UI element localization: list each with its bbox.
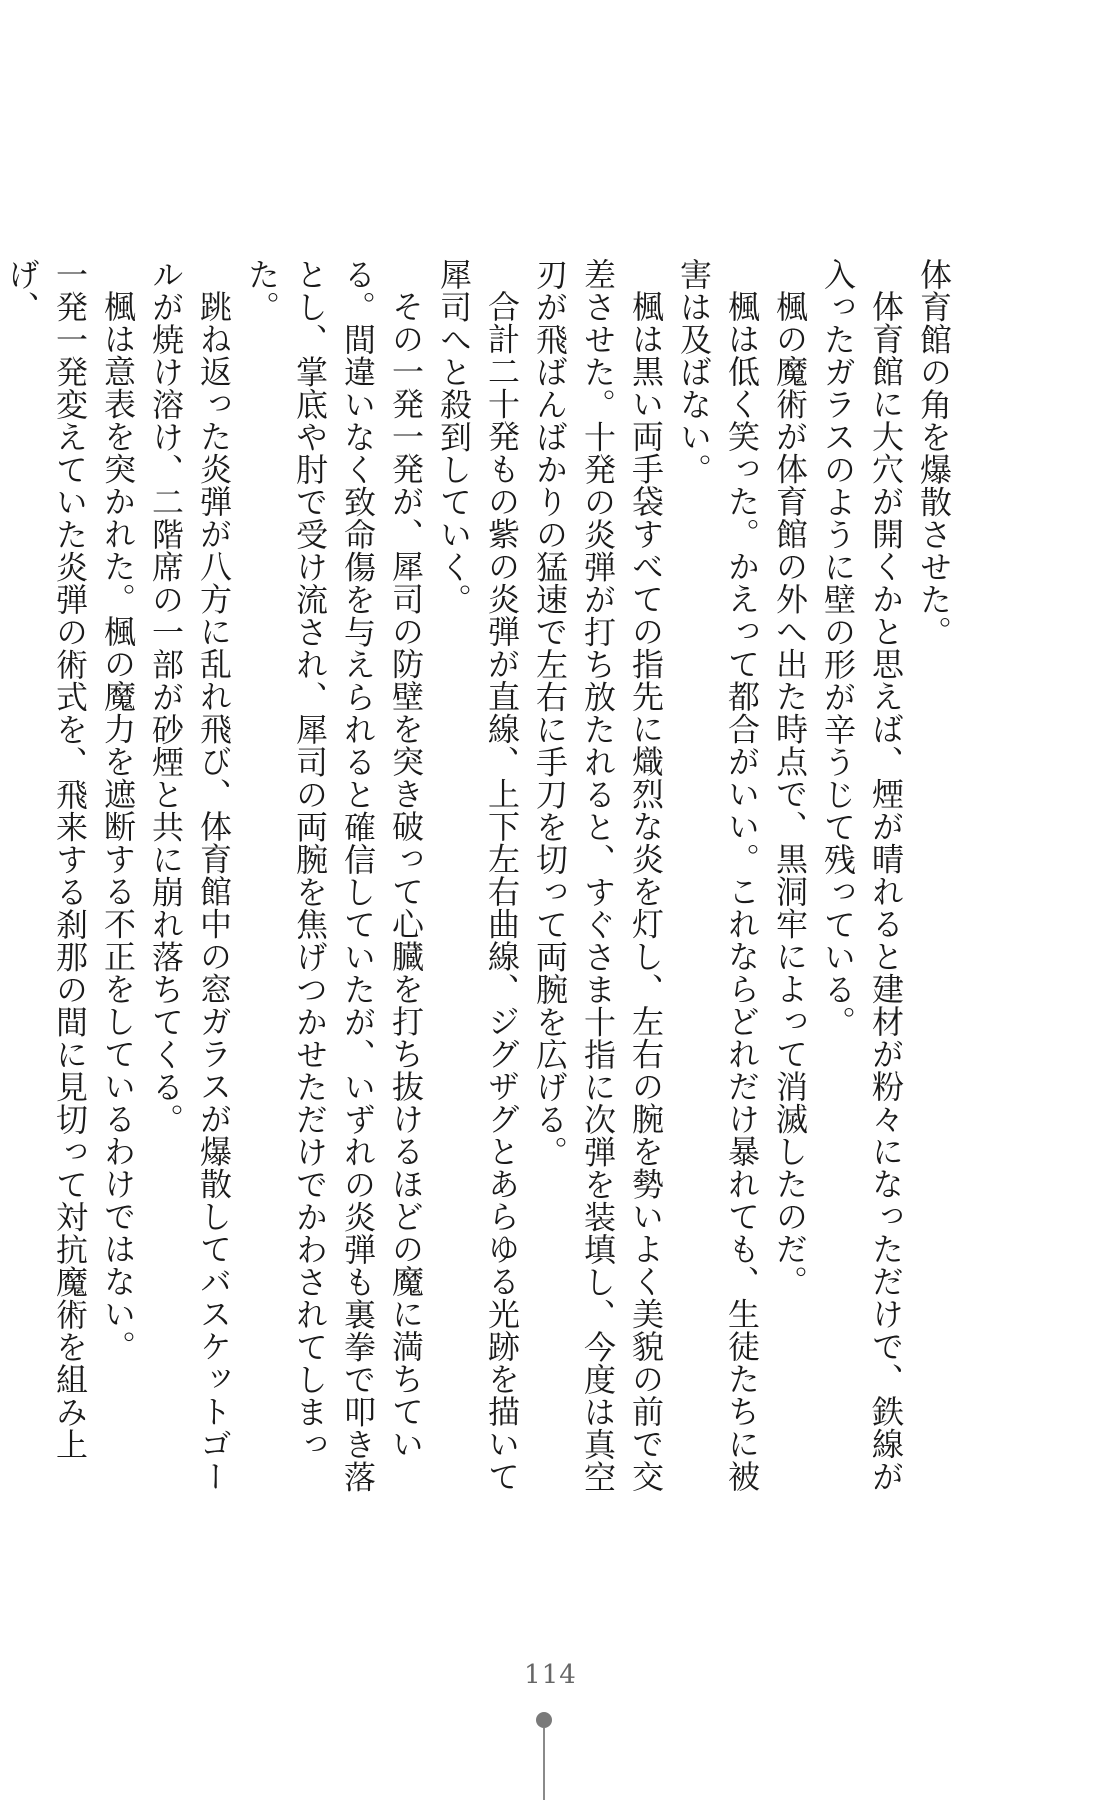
page-marker-line — [543, 1728, 545, 1800]
paragraph-10: 一発一発変えていた炎弾の術式を、飛来する刹那の間に見切って対抗魔術を組み上げ、 — [3, 258, 89, 1461]
page-number: 114 — [524, 1660, 577, 1690]
paragraph-5: 楓は黒い両手袋すべての指先に熾烈な炎を灯し、左右の腕を勢いよく美貌の前で交差させた。十発の炎弾が打ち放たれると、すぐさま十指に次弾を装填し、今度は真空刃が飛ばんばかりの猛速で左右に手刀を切って両腕を広げる。 — [531, 258, 665, 1493]
paragraph-2: 体育館に大穴が開くかと思えば、煙が晴れると建材が粉々になっただけで、鉄線が入ったガラスのように壁の形が辛うじて残っている。 — [819, 258, 905, 1493]
vertical-text-body — [3, 258, 958, 1500]
paragraph-3: 楓の魔術が体育館の外へ出た時点で、黒洞牢によって消滅したのだ。 — [771, 290, 809, 1298]
paragraph-7: その一発一発が、犀司の防壁を突き破って心臓を打ち抜けるほどの魔に満ちている。間違いなく致命傷を与えられると確信していたが、いずれの炎弾も裏拳で叩き落とし、掌底や肘で受け流され、犀司の両腕を焦げつかせただけでかわされてしまった。 — [243, 258, 425, 1493]
paragraph-8: 跳ね返った炎弾が八方に乱れ飛び、体育館中の窓ガラスが爆散してバスケットゴールが焼け溶け、二階席の一部が砂煙と共に崩れ落ちてくる。 — [147, 258, 233, 1493]
paragraph-1: 体育館の角を爆散させた。 — [915, 258, 953, 648]
paragraph-6: 合計二十発もの紫の炎弾が直線、上下左右曲線、ジグザグとあらゆる光跡を描いて犀司へと殺到していく。 — [435, 258, 521, 1493]
paragraph-9: 楓は意表を突かれた。楓の魔力を遮断する不正をしているわけではない。 — [99, 290, 137, 1363]
page-marker-dot-icon — [536, 1712, 552, 1728]
paragraph-4: 楓は低く笑った。かえって都合がいい。これならどれだけ暴れても、生徒たちに被害は及ばない。 — [675, 258, 761, 1493]
